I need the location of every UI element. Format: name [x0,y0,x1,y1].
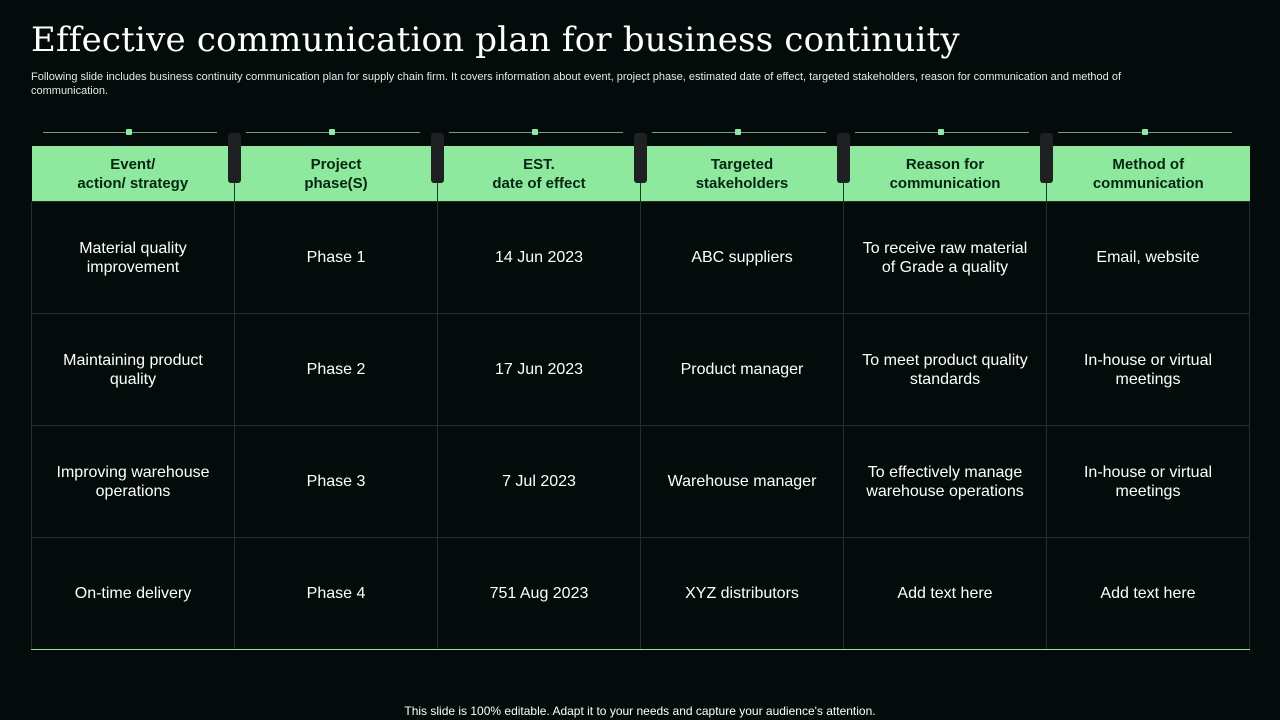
table-cell: Phase 1 [235,202,438,314]
table-cell: ABC suppliers [641,202,844,314]
table-cell: Warehouse manager [641,426,844,538]
table-cell: 17 Jun 2023 [438,314,641,426]
table-row [32,314,1250,426]
table-row [32,426,1250,538]
column-tab [431,133,444,183]
table-cell: Phase 4 [235,538,438,650]
table-cell: Phase 3 [235,426,438,538]
table-row [32,538,1250,650]
table-cell: In-house or virtual meetings [1047,314,1250,426]
table-cell: 14 Jun 2023 [438,202,641,314]
column-tab [634,133,647,183]
footer-note: This slide is 100% editable. Adapt it to your needs and capture your audience's attention. [404,704,876,718]
table-cell: Phase 2 [235,314,438,426]
table-cell: 7 Jul 2023 [438,426,641,538]
table-cell: To receive raw material of Grade a quality [844,202,1047,314]
table-cell: In-house or virtual meetings [1047,426,1250,538]
table-cell: 751 Aug 2023 [438,538,641,650]
table-cell: Email, website [1047,202,1250,314]
header-event: Event/ action/ strategy [32,146,235,202]
table-cell: Material quality improvement [32,202,235,314]
column-tab [837,133,850,183]
table-cell: Add text here [1047,538,1250,650]
header-method: Method of communication [1047,146,1250,202]
header-project-phase: Project phase(S) [235,146,438,202]
header-tabs [0,125,1280,185]
table-row [32,202,1250,314]
header-est-date: EST. date of effect [438,146,641,202]
page-subtitle: Following slide includes business continuity communication plan for supply chain firm. It covers information about event, project phase, estimated date of effect, targeted stakeholders, reason for communication and method of communication. [31,71,1121,97]
header-stakeholders: Targeted stakeholders [641,146,844,202]
header-reason: Reason for communication [844,146,1047,202]
table-cell: Product manager [641,314,844,426]
table-cell: To effectively manage warehouse operations [844,426,1047,538]
column-tab [1040,133,1053,183]
table-cell: On-time delivery [32,538,235,650]
table-cell: Add text here [844,538,1047,650]
table-cell: XYZ distributors [641,538,844,650]
table-cell: Improving warehouse operations [32,426,235,538]
table-cell: Maintaining product quality [32,314,235,426]
communication-plan-table [31,146,1250,650]
page-title: Effective communication plan for business continuity [31,20,960,60]
column-tab [228,133,241,183]
table-cell: To meet product quality standards [844,314,1047,426]
